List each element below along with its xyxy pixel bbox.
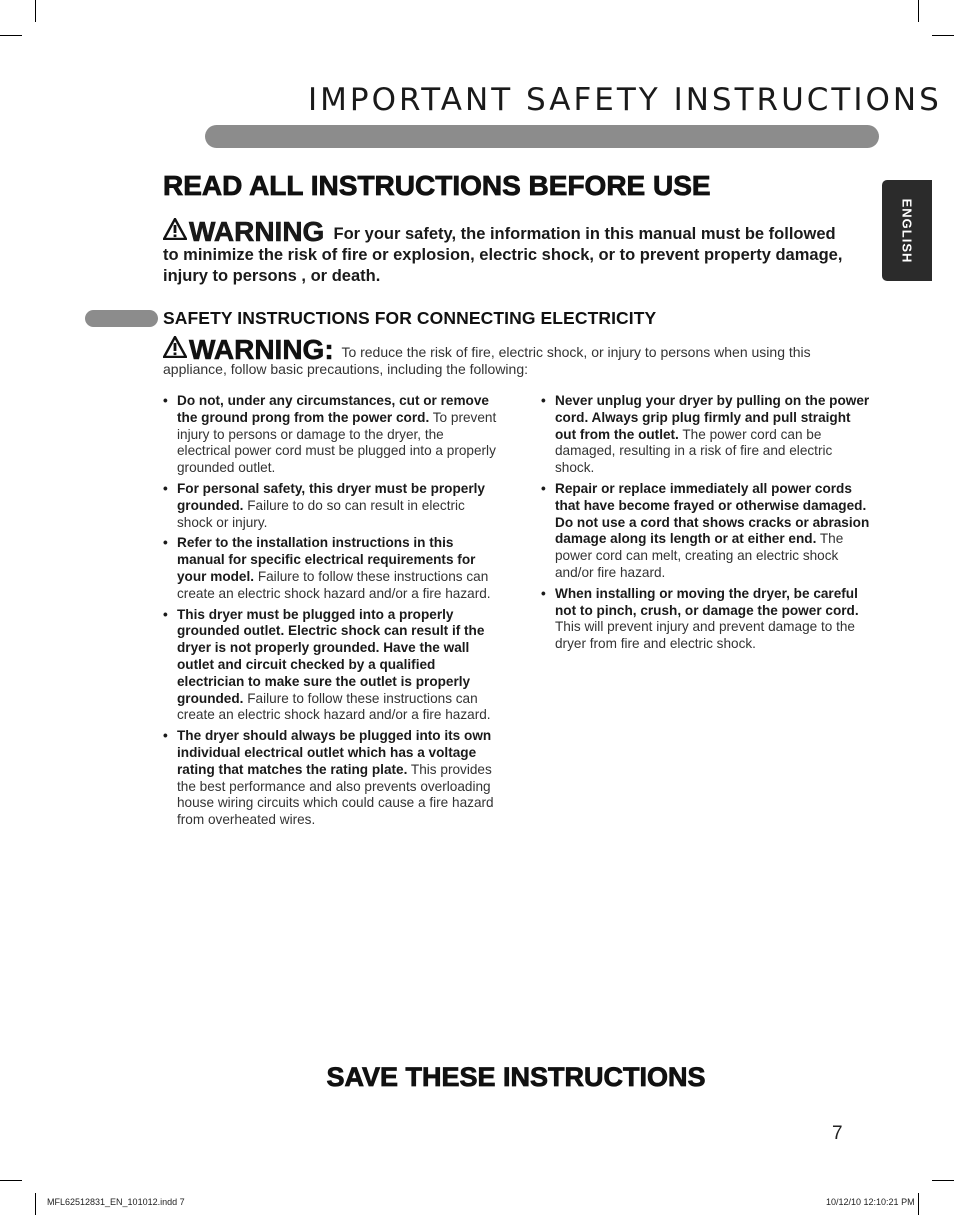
crop-mark (918, 1193, 919, 1215)
page-number: 7 (832, 1123, 843, 1144)
crop-mark (0, 1180, 22, 1181)
print-timestamp: 10/12/10 12:10:21 PM (826, 1197, 915, 1207)
crop-mark (0, 35, 22, 36)
list-item (541, 481, 871, 582)
right-instructions-column (541, 393, 871, 657)
item-bold-text: For personal safety, this dryer must be properly grounded. (177, 480, 485, 513)
item-text: Failure to follow these instructions can create an electric shock hazard and/or a fire hazard. (177, 690, 491, 723)
section-warning-text: To reduce the risk of fire, electric shock, or injury to persons when using this appliance, follow basic precautions, including the following: (163, 344, 811, 377)
language-tab (882, 180, 932, 281)
item-bold-text: When installing or moving the dryer, be careful not to pinch, crush, or damage the power cord. (555, 585, 859, 618)
left-instructions-column (163, 393, 498, 833)
item-bold-text: Refer to the installation instructions in this manual for specific electrical requirements for your model. (177, 535, 476, 584)
list-item (163, 535, 498, 602)
read-instructions-heading: READ ALL INSTRUCTIONS BEFORE USE (163, 170, 711, 201)
warning-triangle-icon (163, 336, 187, 358)
bullet: • (541, 480, 546, 496)
item-bold-text: Repair or replace immediately all power cords that have become frayed or otherwise damaged. Do not use a cord that shows cracks or abrasion damage along its length or at either end. (555, 480, 870, 547)
crop-mark (932, 35, 954, 36)
list-item (541, 393, 871, 477)
list-item (163, 481, 498, 531)
list-item (541, 586, 871, 653)
bullet: • (163, 606, 168, 622)
list-item (163, 607, 498, 725)
bullet: • (541, 393, 546, 408)
bullet: • (163, 393, 168, 408)
bullet: • (541, 585, 546, 601)
intro-warning (163, 218, 843, 287)
item-text: This will prevent injury and prevent damage to the dryer from fire and electric shock. (555, 619, 855, 652)
page-title: IMPORTANT SAFETY INSTRUCTIONS (308, 82, 942, 118)
bullet: • (163, 728, 168, 744)
item-text: This provides the best performance and also prevents overloading house wiring circuits which could cause a fire hazard from overheated wires. (177, 761, 494, 828)
item-text: The power cord can melt, creating an electric shock and/or fire hazard. (555, 531, 844, 580)
item-bold-text: Do not, under any circumstances, cut or remove the ground prong from the power cord. (177, 393, 489, 425)
save-instructions-heading: SAVE THESE INSTRUCTIONS (326, 1062, 706, 1092)
bullet: • (163, 535, 168, 551)
list-item (163, 728, 498, 829)
item-bold-text: This dryer must be plugged into a properly grounded outlet. Electric shock can result if the dryer is not properly grounded. Have the wall outlet and circuit checked by a qualified electrician to make sure the outlet is properly grounded. (177, 606, 485, 706)
item-bold-text: The dryer should always be plugged into its own individual electrical outlet which has a voltage rating that matches the rating plate. (177, 728, 492, 777)
crop-mark (932, 1180, 954, 1181)
crop-mark (918, 0, 919, 22)
bullet: • (163, 480, 168, 496)
file-info: MFL62512831_EN_101012.indd 7 (47, 1197, 185, 1207)
intro-warning-text: For your safety, the information in this manual must be followed to minimize the risk of fire or explosion, electric shock, or to prevent property damage, injury to persons , or death. (163, 225, 843, 285)
item-bold-text: Never unplug your dryer by pulling on the power cord. Always grip plug firmly and pull straight out from the outlet. (555, 393, 870, 442)
title-underline-bar (205, 125, 879, 148)
item-text: To prevent injury to persons or damage to the dryer, the electrical power cord must be plugged into a properly grounded outlet. (177, 409, 497, 476)
item-text: Failure to do so can result in electric shock or injury. (177, 497, 465, 530)
section-marker-pill (85, 310, 158, 327)
section-warning (163, 336, 863, 378)
crop-mark (35, 0, 36, 22)
language-tab-label: ENGLISH (899, 198, 915, 263)
list-item (163, 393, 498, 477)
warning-label: WARNING (189, 216, 325, 247)
crop-mark (35, 1193, 36, 1215)
warning-label: WARNING: (189, 334, 334, 365)
item-text: The power cord can be damaged, resulting in a risk of fire and electric shock. (555, 426, 833, 476)
warning-triangle-icon (163, 218, 187, 240)
section-title: SAFETY INSTRUCTIONS FOR CONNECTING ELECTRICITY (163, 308, 657, 328)
item-text: Failure to follow these instructions can create an electric shock hazard and/or a fire hazard. (177, 568, 491, 601)
